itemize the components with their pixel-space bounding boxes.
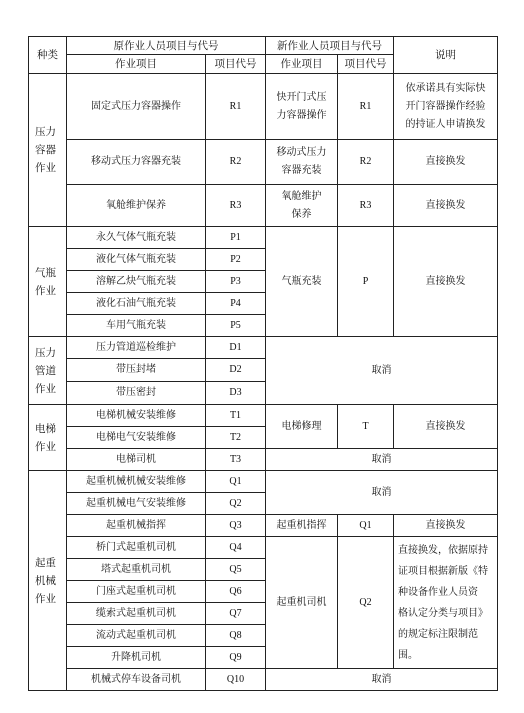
new-code-p: P [338, 227, 394, 337]
old-item-p1: 永久气体气瓶充装 [67, 227, 206, 249]
new-item-q2: 起重机司机 [266, 537, 338, 669]
old-code-q3: Q3 [206, 515, 266, 537]
old-code-p4: P4 [206, 293, 266, 315]
old-code-d2: D2 [206, 359, 266, 382]
new-code-q1: Q1 [338, 515, 394, 537]
certificate-mapping-table [28, 36, 498, 691]
old-item-d2: 带压封堵 [67, 359, 206, 382]
new-item-q1: 起重机指挥 [266, 515, 338, 537]
category-pressure-vessel: 压力 容器 作业 [29, 74, 67, 227]
old-code-p5: P5 [206, 315, 266, 337]
old-item-r1: 固定式压力容器操作 [67, 74, 206, 140]
old-code-q8: Q8 [206, 625, 266, 647]
new-item-r1: 快开门式压 力容器操作 [266, 74, 338, 140]
old-code-p2: P2 [206, 249, 266, 271]
old-item-p5: 车用气瓶充装 [67, 315, 206, 337]
old-code-t1: T1 [206, 405, 266, 427]
old-code-q5: Q5 [206, 559, 266, 581]
old-code-d3: D3 [206, 382, 266, 405]
old-item-q4: 桥门式起重机司机 [67, 537, 206, 559]
new-code-r3: R3 [338, 185, 394, 227]
header-category: 种类 [29, 37, 67, 74]
old-item-r3: 氧舱维护保养 [67, 185, 206, 227]
header-new-item: 作业项目 [266, 55, 338, 74]
note-r3: 直接换发 [394, 185, 498, 227]
header-old-item: 作业项目 [67, 55, 206, 74]
old-code-q10: Q10 [206, 669, 266, 691]
old-code-d1: D1 [206, 337, 266, 359]
note-r1: 依承诺具有实际快 开门容器操作经验 的持证人申请换发 [394, 74, 498, 140]
old-item-p3: 溶解乙炔气瓶充装 [67, 271, 206, 293]
old-item-q8: 流动式起重机司机 [67, 625, 206, 647]
category-elevator: 电梯 作业 [29, 405, 67, 471]
old-code-q6: Q6 [206, 581, 266, 603]
old-item-p2: 液化气体气瓶充装 [67, 249, 206, 271]
new-code-q2: Q2 [338, 537, 394, 669]
note-r2: 直接换发 [394, 140, 498, 185]
old-code-t2: T2 [206, 427, 266, 449]
old-item-q10: 机械式停车设备司机 [67, 669, 206, 691]
old-code-q9: Q9 [206, 647, 266, 669]
old-item-q7: 缆索式起重机司机 [67, 603, 206, 625]
old-code-r1: R1 [206, 74, 266, 140]
old-item-t2: 电梯电气安装维修 [67, 427, 206, 449]
elevator-cancel: 取消 [266, 449, 498, 471]
old-item-t3: 电梯司机 [67, 449, 206, 471]
old-code-q7: Q7 [206, 603, 266, 625]
pipeline-cancel: 取消 [266, 337, 498, 405]
old-item-q6: 门座式起重机司机 [67, 581, 206, 603]
header-note: 说明 [394, 37, 498, 74]
old-code-q4: Q4 [206, 537, 266, 559]
crane-cancel-top: 取消 [266, 471, 498, 515]
new-item-p: 气瓶充装 [266, 227, 338, 337]
note-crane-driver: 直接换发，依据原持 证项目根据新版《特 种设备作业人员资 格认定分类与项目》 的规定标注限制范 围。 [394, 537, 498, 669]
old-item-d3: 带压密封 [67, 382, 206, 405]
old-item-q3: 起重机械指挥 [67, 515, 206, 537]
new-code-t: T [338, 405, 394, 449]
old-code-q2: Q2 [206, 493, 266, 515]
old-item-t1: 电梯机械安装维修 [67, 405, 206, 427]
new-item-r3: 氧舱维护 保养 [266, 185, 338, 227]
new-item-t: 电梯修理 [266, 405, 338, 449]
note-t: 直接换发 [394, 405, 498, 449]
category-cylinder: 气瓶 作业 [29, 227, 67, 337]
old-item-p4: 液化石油气瓶充装 [67, 293, 206, 315]
header-new-group: 新作业人员项目与代号 [266, 37, 394, 55]
old-code-r2: R2 [206, 140, 266, 185]
new-code-r1: R1 [338, 74, 394, 140]
note-q3: 直接换发 [394, 515, 498, 537]
old-item-q5: 塔式起重机司机 [67, 559, 206, 581]
old-code-p3: P3 [206, 271, 266, 293]
old-item-q2: 起重机械电气安装维修 [67, 493, 206, 515]
new-item-r2: 移动式压力 容器充装 [266, 140, 338, 185]
old-code-p1: P1 [206, 227, 266, 249]
header-new-code: 项目代号 [338, 55, 394, 74]
category-crane: 起重 机械 作业 [29, 471, 67, 691]
old-item-q9: 升降机司机 [67, 647, 206, 669]
header-old-group: 原作业人员项目与代号 [67, 37, 266, 55]
old-item-r2: 移动式压力容器充装 [67, 140, 206, 185]
old-code-q1: Q1 [206, 471, 266, 493]
old-item-d1: 压力管道巡检维护 [67, 337, 206, 359]
new-code-r2: R2 [338, 140, 394, 185]
crane-cancel-bottom: 取消 [266, 669, 498, 691]
header-old-code: 项目代号 [206, 55, 266, 74]
category-pipeline: 压力 管道 作业 [29, 337, 67, 405]
old-code-t3: T3 [206, 449, 266, 471]
old-item-q1: 起重机械机械安装维修 [67, 471, 206, 493]
note-p: 直接换发 [394, 227, 498, 337]
old-code-r3: R3 [206, 185, 266, 227]
